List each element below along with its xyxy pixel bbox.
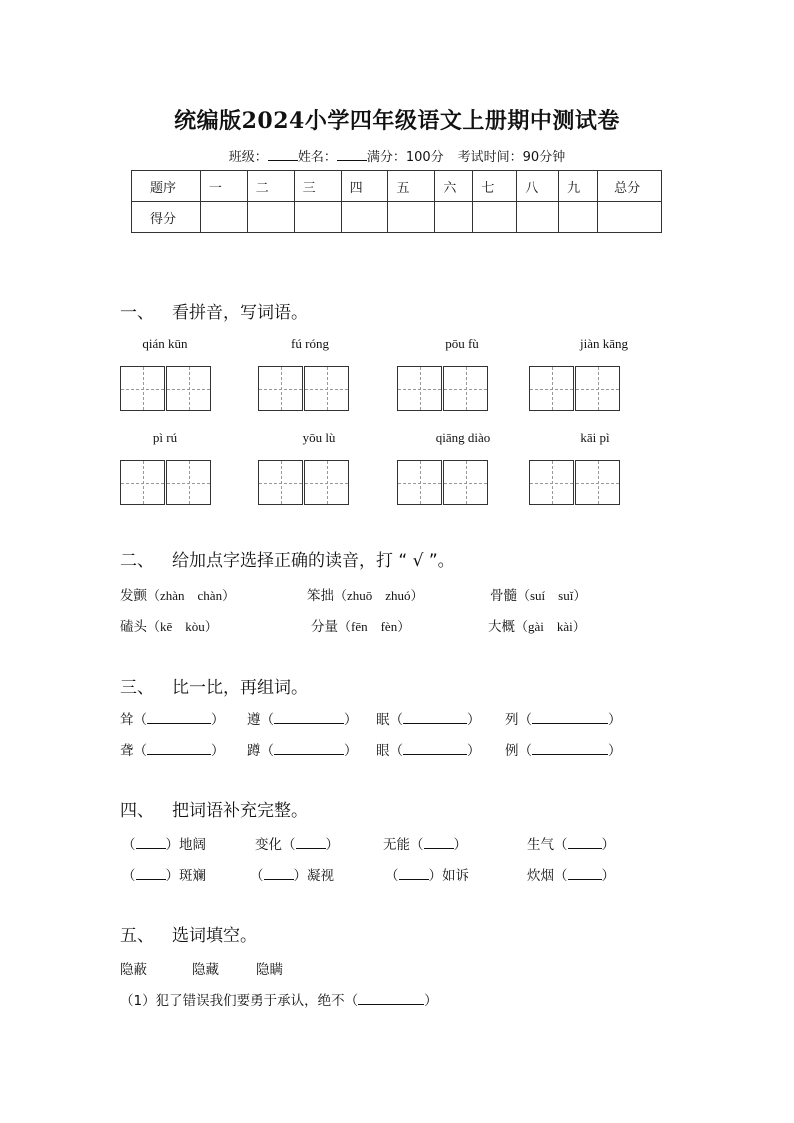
writing-grid-box[interactable] — [166, 460, 211, 505]
name-blank[interactable] — [337, 148, 367, 161]
char: 眠 — [376, 712, 390, 728]
reading-choice-item[interactable] — [311, 615, 410, 635]
idiom-item — [122, 864, 206, 884]
paren: ） — [344, 712, 358, 728]
paren: ） — [165, 868, 179, 884]
answer-blank[interactable] — [358, 991, 424, 1005]
paren: （ — [122, 837, 136, 853]
word-option: 隐蔽 — [120, 962, 147, 978]
name-label: 姓名： — [297, 150, 337, 165]
idiom-text: 炊烟 — [527, 868, 554, 884]
score-cell[interactable] — [388, 202, 435, 233]
paren: （ — [518, 743, 532, 759]
compare-item — [505, 708, 622, 728]
answer-blank[interactable] — [264, 866, 294, 880]
word-option: 隐藏 — [192, 962, 219, 978]
word: 磕头 — [120, 619, 147, 635]
answer-blank[interactable] — [532, 710, 608, 724]
paren: ） — [424, 993, 438, 1009]
writing-grid-box[interactable] — [397, 366, 442, 411]
pinyin-label: yōu lù — [302, 430, 336, 445]
word: 分量 — [311, 619, 338, 635]
section-title: 看拼音，写词语。 — [172, 303, 308, 323]
paren: （ — [410, 837, 424, 853]
header-cell: 八 — [517, 171, 559, 202]
class-label: 班级： — [228, 150, 268, 165]
idiom-item — [255, 833, 339, 853]
answer-blank[interactable] — [296, 835, 326, 849]
paren: （ — [122, 868, 136, 884]
paren: （ — [250, 868, 264, 884]
fill-question — [120, 989, 438, 1009]
idiom-item — [527, 833, 615, 853]
paren: ） — [325, 837, 339, 853]
paren: （ — [133, 712, 147, 728]
score-cell[interactable] — [200, 202, 247, 233]
writing-grid-box[interactable] — [258, 366, 303, 411]
pinyin-label: pōu fù — [445, 336, 479, 351]
compare-item — [247, 708, 358, 728]
writing-grid-box[interactable] — [304, 366, 349, 411]
reading-choice-item[interactable] — [488, 615, 586, 635]
compare-item — [120, 708, 225, 728]
paren: ） — [211, 712, 225, 728]
idiom-text: 无能 — [383, 837, 410, 853]
paren: （ — [133, 743, 147, 759]
word-option: 隐瞒 — [256, 962, 283, 978]
section-number: 三、 — [120, 678, 154, 698]
reading-choice-item[interactable] — [120, 584, 235, 604]
page-title: 统编版2024小学四年级语文上册期中测试卷 — [174, 108, 620, 134]
section-title: 选词填空。 — [172, 926, 257, 946]
paren: ） — [453, 837, 467, 853]
idiom-text: 变化 — [255, 837, 282, 853]
char: 列 — [505, 712, 519, 728]
header-cell: 三 — [294, 171, 341, 202]
pinyin-label: qiāng diào — [435, 430, 491, 445]
section3-heading — [120, 673, 308, 698]
header-cell: 六 — [435, 171, 473, 202]
char: 例 — [505, 743, 519, 759]
section-number: 五、 — [120, 926, 154, 946]
writing-grid-box[interactable] — [397, 460, 442, 505]
writing-grid-box[interactable] — [120, 460, 165, 505]
paren: （ — [282, 837, 296, 853]
score-cell[interactable] — [473, 202, 517, 233]
answer-blank[interactable] — [403, 710, 467, 724]
score-cell[interactable] — [247, 202, 294, 233]
score-table-header — [132, 171, 662, 202]
exam-info — [0, 146, 794, 165]
score-cell[interactable] — [517, 202, 559, 233]
writing-grid-box[interactable] — [575, 366, 620, 411]
full-score: 满分：100分 — [366, 150, 444, 165]
char: 聋 — [120, 743, 134, 759]
header-cell: 二 — [247, 171, 294, 202]
writing-grid-box[interactable] — [258, 460, 303, 505]
answer-blank[interactable] — [568, 866, 602, 880]
pinyin-options: （zhàn chàn） — [147, 588, 236, 603]
compare-item — [376, 739, 481, 759]
paren: （ — [389, 712, 403, 728]
writing-grid-box[interactable] — [166, 366, 211, 411]
writing-grid-box[interactable] — [443, 460, 488, 505]
score-cell[interactable] — [294, 202, 341, 233]
idiom-item — [122, 833, 206, 853]
section1-heading — [120, 298, 308, 323]
compare-item — [505, 739, 622, 759]
answer-blank[interactable] — [399, 866, 429, 880]
char: 蹲 — [247, 743, 261, 759]
pinyin-options: （gài kài） — [515, 619, 586, 634]
idiom-text: 如诉 — [442, 868, 469, 884]
reading-choice-item[interactable] — [120, 615, 218, 635]
pinyin-options: （suí suǐ） — [517, 588, 587, 603]
writing-grid-box[interactable] — [529, 366, 574, 411]
section-title: 把词语补充完整。 — [172, 801, 308, 821]
paren: （ — [554, 837, 568, 853]
paren: （ — [260, 743, 274, 759]
answer-blank[interactable] — [274, 710, 344, 724]
score-cell[interactable] — [341, 202, 388, 233]
compare-item — [247, 739, 358, 759]
class-blank[interactable] — [268, 148, 298, 161]
question-text: （1）犯了错误我们要勇于承认，绝不（ — [120, 993, 359, 1009]
answer-blank[interactable] — [136, 866, 166, 880]
header-cell: 题序 — [132, 171, 201, 202]
writing-grid-box[interactable] — [575, 460, 620, 505]
score-cell[interactable] — [435, 202, 473, 233]
paren: （ — [385, 868, 399, 884]
paren: ） — [293, 868, 307, 884]
paren: （ — [518, 712, 532, 728]
header-cell: 总分 — [598, 171, 662, 202]
section-title: 给加点字选择正确的读音，打 “ √ ”。 — [172, 551, 455, 571]
section-number: 二、 — [120, 551, 154, 571]
paren: （ — [554, 868, 568, 884]
pinyin-label: jiàn kāng — [579, 336, 628, 351]
section-number: 一、 — [120, 303, 154, 323]
idiom-item — [385, 864, 469, 884]
idiom-text: 地阔 — [179, 837, 206, 853]
word: 笨拙 — [307, 588, 334, 604]
char: 遵 — [247, 712, 261, 728]
idiom-text: 凝视 — [307, 868, 334, 884]
pinyin-label: pì rú — [152, 430, 178, 445]
pinyin-options: （zhuō zhuó） — [334, 588, 424, 603]
paren: ） — [601, 868, 615, 884]
pinyin-options: （kē kòu） — [147, 619, 218, 634]
section5-heading — [120, 921, 257, 946]
compare-item — [376, 708, 481, 728]
answer-blank[interactable] — [274, 741, 344, 755]
section4-heading — [120, 796, 308, 821]
answer-blank[interactable] — [147, 710, 211, 724]
compare-item — [120, 739, 225, 759]
score-table-row — [132, 202, 662, 233]
header-cell: 五 — [388, 171, 435, 202]
section-title: 比一比，再组词。 — [172, 678, 308, 698]
pinyin-label: kāi pì — [580, 430, 610, 445]
answer-blank[interactable] — [403, 741, 467, 755]
answer-blank[interactable] — [424, 835, 454, 849]
answer-blank[interactable] — [532, 741, 608, 755]
idiom-item — [383, 833, 467, 853]
idiom-item — [250, 864, 334, 884]
paren: ） — [467, 743, 481, 759]
paren: ） — [165, 837, 179, 853]
section2-heading — [120, 546, 455, 571]
reading-choice-item[interactable] — [307, 584, 424, 604]
paren: ） — [608, 712, 622, 728]
reading-choice-item[interactable] — [490, 584, 586, 604]
score-cell[interactable] — [559, 202, 598, 233]
paren: ） — [467, 712, 481, 728]
score-table — [131, 170, 662, 233]
idiom-item — [527, 864, 615, 884]
paren: （ — [389, 743, 403, 759]
word: 骨髓 — [490, 588, 517, 604]
writing-grid-box[interactable] — [529, 460, 574, 505]
char: 耸 — [120, 712, 134, 728]
idiom-text: 生气 — [527, 837, 554, 853]
answer-blank[interactable] — [568, 835, 602, 849]
paren: ） — [608, 743, 622, 759]
score-cell[interactable] — [598, 202, 662, 233]
section-number: 四、 — [120, 801, 154, 821]
pinyin-options: （fēn fèn） — [338, 619, 411, 634]
writing-grid-box[interactable] — [120, 366, 165, 411]
row-label: 得分 — [132, 202, 201, 233]
pinyin-label: qián kūn — [142, 336, 188, 351]
header-cell: 九 — [559, 171, 598, 202]
word: 大概 — [488, 619, 515, 635]
header-cell: 四 — [341, 171, 388, 202]
writing-grid-box[interactable] — [304, 460, 349, 505]
header-cell: 七 — [473, 171, 517, 202]
answer-blank[interactable] — [147, 741, 211, 755]
exam-time: 考试时间：90分钟 — [457, 150, 566, 165]
paren: ） — [211, 743, 225, 759]
paren: （ — [260, 712, 274, 728]
idiom-text: 斑斓 — [179, 868, 206, 884]
writing-grid-box[interactable] — [443, 366, 488, 411]
answer-blank[interactable] — [136, 835, 166, 849]
word: 发颤 — [120, 588, 147, 604]
paren: ） — [344, 743, 358, 759]
paren: ） — [428, 868, 442, 884]
pinyin-label: fú róng — [291, 336, 329, 351]
char: 眼 — [376, 743, 390, 759]
header-cell: 一 — [200, 171, 247, 202]
paren: ） — [601, 837, 615, 853]
